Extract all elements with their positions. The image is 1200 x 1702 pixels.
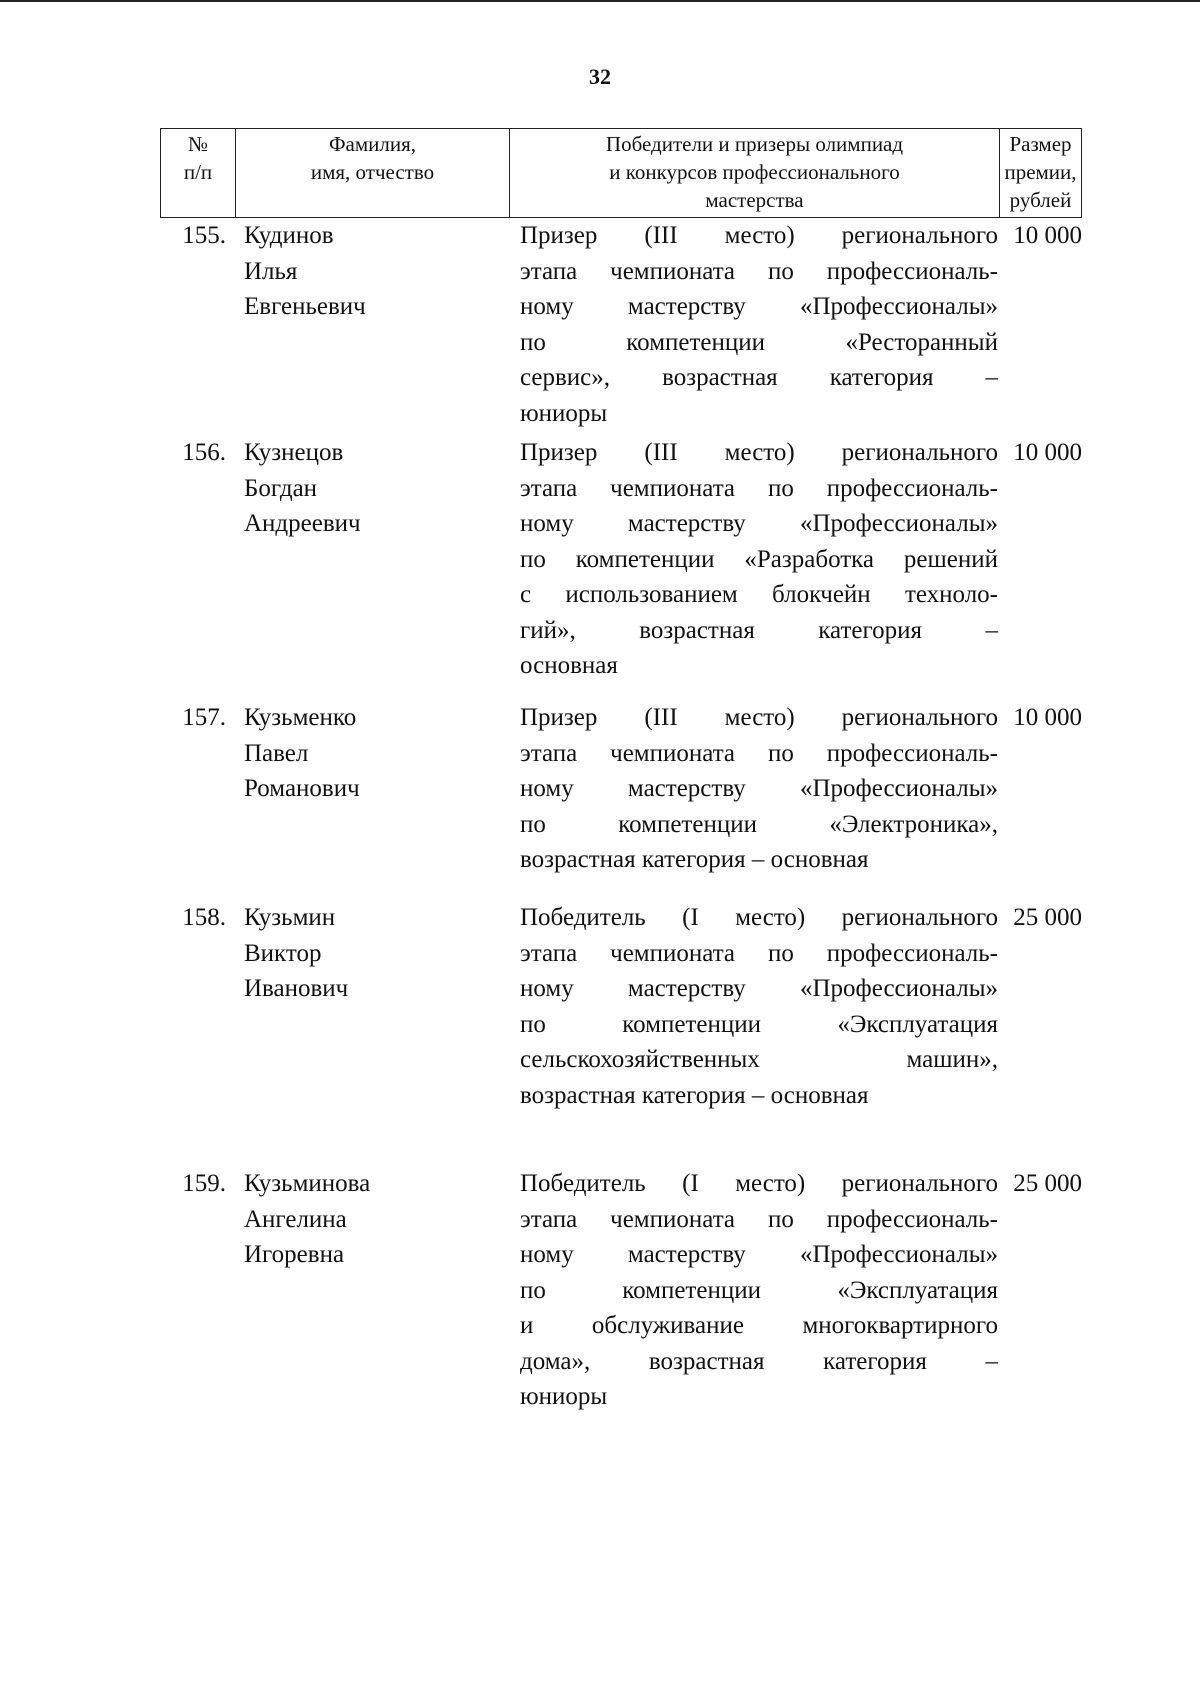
table-header [160, 128, 1082, 218]
full-name [244, 700, 504, 807]
name-part: Иванович [244, 975, 349, 1002]
award-line: ному мастерству «Профессионалы» [520, 293, 998, 320]
award-line: ному мастерству «Профессионалы» [520, 775, 998, 802]
header-full-name: Фамилия, имя, отчество [235, 129, 509, 217]
award-line: по компетенции «Разработка решений [520, 545, 998, 573]
award-line: Победитель (I место) регионального [520, 1170, 998, 1197]
award-line: с использованием блокчейн техноло- [520, 581, 998, 608]
name-part: Кудинов [244, 222, 334, 249]
award-line: этапа чемпионата по профессиональ- [520, 939, 998, 967]
prize-amount: 25 000 [1013, 904, 1082, 931]
name-part: Илья [244, 257, 298, 285]
full-name [244, 1166, 504, 1273]
row-number: 158. [182, 904, 226, 931]
prize-amount: 25 000 [1013, 1170, 1082, 1197]
award-line: этапа чемпионата по профессиональ- [520, 257, 998, 285]
award-description [520, 218, 998, 431]
award-line: возрастная категория – основная [520, 846, 869, 873]
full-name [244, 435, 504, 542]
award-line: Призер (III место) регионального [520, 222, 998, 249]
page-number: 32 [589, 64, 611, 89]
name-part: Евгеньевич [244, 293, 366, 320]
award-line: сервис», возрастная категория – [520, 364, 998, 391]
award-line: гий», возрастная категория – [520, 616, 998, 644]
full-name [244, 218, 504, 325]
name-part: Ангелина [244, 1205, 347, 1233]
award-line: по компетенции «Ресторанный [520, 328, 998, 356]
award-line: юниоры [520, 1383, 608, 1410]
award-line: возрастная категория – основная [520, 1081, 869, 1109]
name-part: Романович [244, 775, 360, 802]
award-line: Победитель (I место) регионального [520, 904, 998, 931]
award-line: сельскохозяйственных машин», [520, 1046, 998, 1073]
name-part: Андреевич [244, 510, 361, 537]
award-line: по компетенции «Электроника», [520, 810, 998, 838]
award-line: по компетенции «Эксплуатация [520, 1276, 998, 1304]
award-line: Призер (III место) регионального [520, 704, 998, 731]
header-prize-amount: Размер премии, рублей [999, 129, 1081, 217]
row-number: 156. [182, 439, 226, 466]
header-award: Победители и призеры олимпиад и конкурсов профессионального мастерства [509, 129, 999, 217]
name-part: Богдан [244, 474, 318, 502]
award-line: ному мастерству «Профессионалы» [520, 510, 998, 537]
full-name [244, 900, 504, 1007]
award-line: по компетенции «Эксплуатация [520, 1010, 998, 1038]
row-number: 157. [182, 704, 226, 731]
name-part: Павел [244, 739, 309, 767]
award-line: Призер (III место) регионального [520, 439, 998, 466]
award-line: этапа чемпионата по профессиональ- [520, 1205, 998, 1233]
top-border-line [0, 0, 1200, 2]
award-line: этапа чемпионата по профессиональ- [520, 739, 998, 767]
row-number: 159. [182, 1170, 226, 1197]
award-line: ному мастерству «Профессионалы» [520, 1241, 998, 1268]
award-line: и обслуживание многоквартирного [520, 1312, 998, 1339]
award-line: дома», возрастная категория – [520, 1347, 998, 1375]
name-part: Виктор [244, 939, 322, 967]
name-part: Кузьминова [244, 1170, 371, 1197]
prize-amount: 10 000 [1013, 439, 1082, 466]
prize-amount: 10 000 [1013, 704, 1082, 731]
award-line: юниоры [520, 399, 608, 427]
award-line: этапа чемпионата по профессиональ- [520, 474, 998, 502]
name-part: Кузьмин [244, 904, 336, 931]
award-line: основная [520, 652, 618, 679]
header-number: № п/п [183, 132, 213, 184]
award-description [520, 435, 998, 684]
awards-table [160, 128, 1082, 1410]
award-description [520, 700, 998, 878]
name-part: Кузьменко [244, 704, 357, 731]
award-line: ному мастерству «Профессионалы» [520, 975, 998, 1002]
row-number: 155. [182, 222, 226, 249]
name-part: Кузнецов [244, 439, 344, 466]
award-description [520, 1166, 998, 1415]
award-description [520, 900, 998, 1113]
name-part: Игоревна [244, 1241, 345, 1268]
prize-amount: 10 000 [1013, 222, 1082, 249]
